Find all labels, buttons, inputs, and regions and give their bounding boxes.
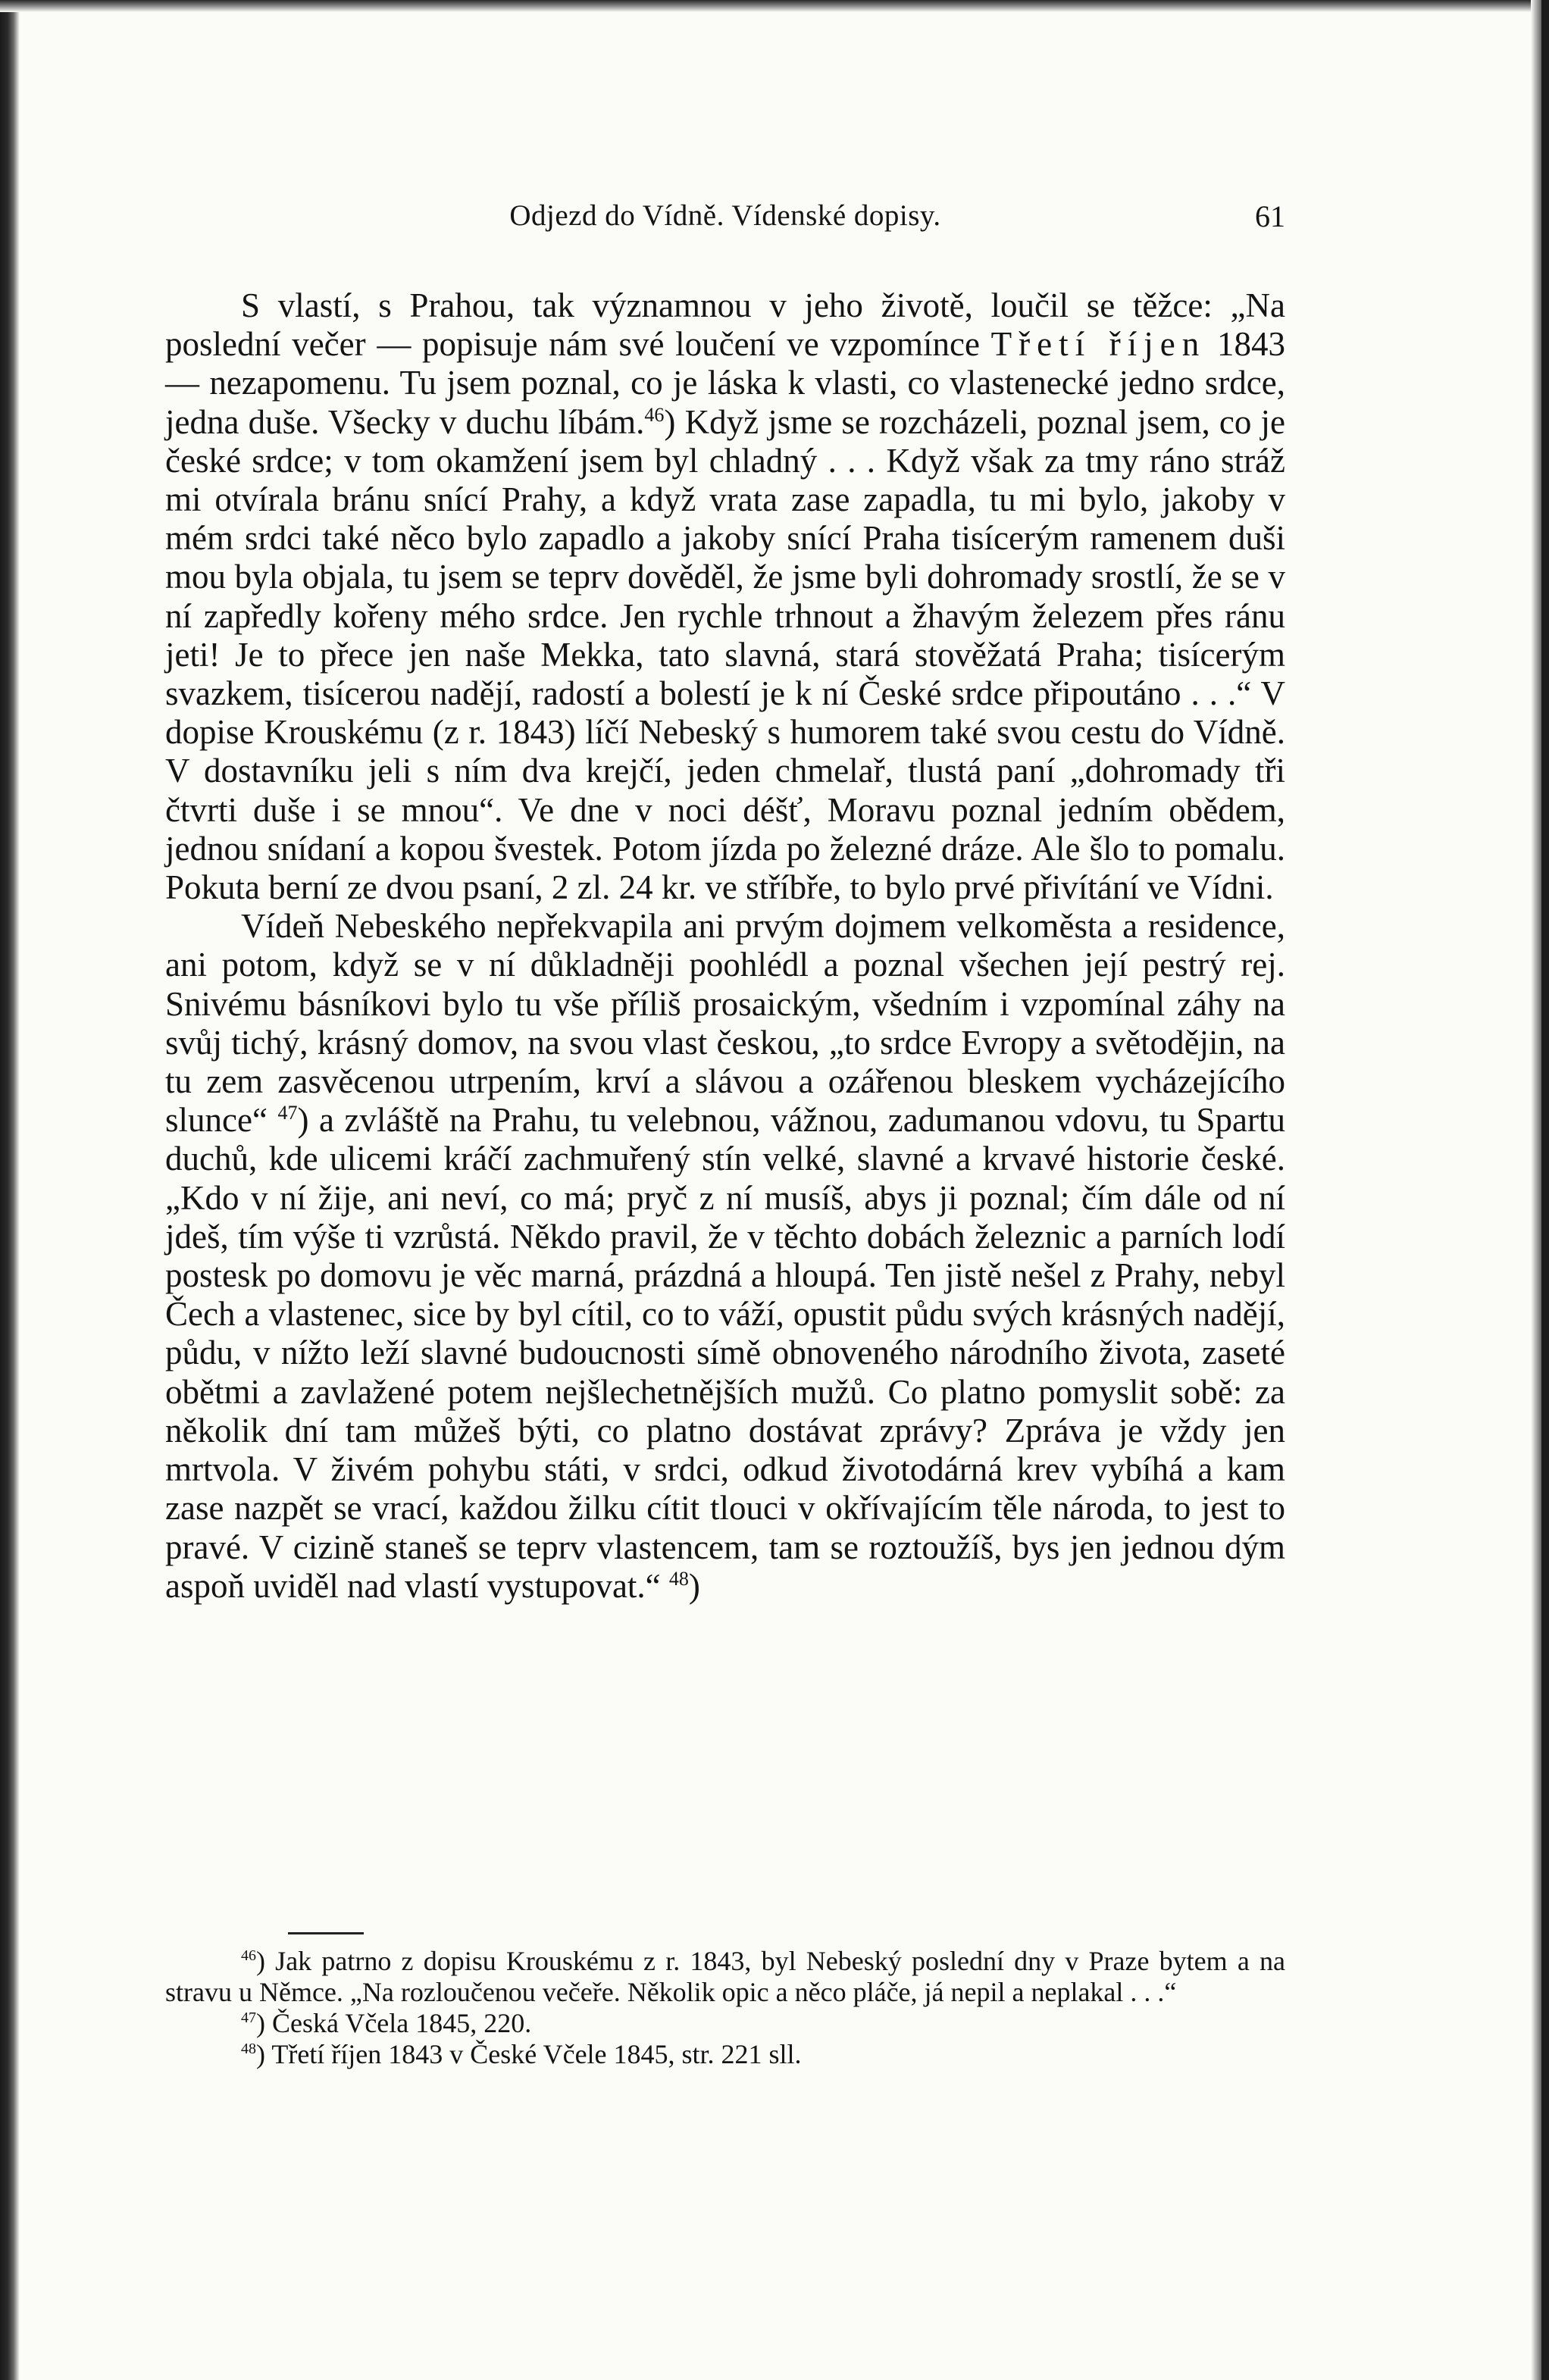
paragraph-1 [165, 286, 1285, 907]
paragraph-1-text-b: 1843 — nezapomenu. Tu jsem poznal, co je láska k vlasti, co vlastenecké jedno srdce, jedna duše. Všecky v duchu líbám. [165, 325, 1285, 441]
footnote-mark: 48 [241, 2041, 256, 2057]
footnotes [165, 1946, 1285, 2070]
running-head [165, 199, 1285, 235]
paragraph-2 [165, 907, 1285, 1606]
footnote-46 [165, 1946, 1285, 2008]
scan-edge-left [0, 0, 20, 2380]
footnote-ref-48: 48 [668, 1567, 689, 1590]
footnote-text: ) Třetí říjen 1843 v České Včele 1845, str. 221 sll. [256, 2039, 802, 2069]
paragraph-1-text-c: ) Když jsme se rozcházeli, poznal jsem, co je české srdce; v tom okamžení jsem byl chladný . . . Když však za tmy ráno stráž mi otvírala bránu snící Prahy, a když vrata zase zapadla, tu mi bylo, jakoby v mém srdci také něco bylo zapadlo a jakoby snící Praha tisícerým ramenem duši mou byla objala, tu jsem se teprv dověděl, že jsme byli dohromady srostlí, že se v ní zapředly kořeny mého srdce. Jen rychle trhnout a žhavým železem přes ránu jeti! Je to přece jen naše Mekka, tato slavná, stará stověžatá Praha; tisícerým svazkem, tisícerou nadějí, radostí a bolestí je k ní České srdce připoutáno . . .“ V dopise Krouskému (z r. 1843) líčí Nebeský s humorem také svou cestu do Vídně. V dostavníku jeli s ním dva krejčí, jeden chmelař, tlustá paní „dohromady tři čtvrti duše i se mnou“. Ve dne v noci déšť, Moravu poznal jedním obědem, jednou snídaní a kopou švestek. Potom jízda po železné dráze. Ale šlo to pomalu. Pokuta berní ze dvou psaní, 2 zl. 24 kr. ve stříbře, to bylo prvé přivítání ve Vídni. [165, 402, 1286, 907]
scan-edge-right-shadow [1531, 0, 1541, 2380]
running-head-title: Odjezd do Vídně. Vídenské dopisy. [509, 199, 941, 232]
footnote-mark: 47 [241, 2009, 256, 2026]
footnote-48 [165, 2039, 1285, 2070]
footnote-rule [288, 1932, 364, 1934]
footnote-47 [165, 2008, 1285, 2039]
page-number: 61 [1255, 199, 1285, 233]
scan-edge-right [1541, 0, 1549, 2380]
paragraph-2-text-a: Vídeň Nebeského nepřekvapila ani prvým dojmem velkoměsta a residence, ani potom, když se v ní důkladněji poohlédl a poznal všechen její pestrý rej. Snivému básníkovi bylo tu vše příliš prosaickým, všedním i vzpomínal záhy na svůj tichý, krásný domov, na svou vlast českou, „to srdce Evropy a světodějin, na tu zem zasvěcenou utrpením, krví a slávou a ozářenou bleskem vycházejícího slunce“ [165, 907, 1285, 1140]
footnote-ref-46: 46 [644, 403, 665, 426]
body-text [165, 286, 1285, 1606]
paragraph-2-text-c: ) [688, 1566, 700, 1605]
footnote-text: ) Česká Včela 1845, 220. [256, 2008, 532, 2038]
footnote-text: ) Jak patrno z dopisu Krouskému z r. 1843, byl Nebeský poslední dny v Praze bytem a na stravu u Němce. „Na rozloučenou večeře. Několik opic a něco pláče, já nepil a neplakal . . .“ [165, 1946, 1285, 2007]
paragraph-1-text-a: S vlastí, s Prahou, tak významnou v jeho životě, loučil se těžce: „Na poslední večer — popisuje nám své loučení ve vzpomínce [165, 286, 1285, 364]
paragraph-2-text-b: ) a zvláště na Prahu, tu velebnou, vážnou, zadumanou vdovu, tu Spartu duchů, kde ulicemi kráčí zachmuřený stín velké, slavné a krvavé historie české. „Kdo v ní žije, ani neví, co má; pryč z ní musíš, abys ji poznal; čím dále od ní jdeš, tím výše ti vzrůstá. Někdo pravil, že v těchto dobách železnic a parních lodí postesk po domovu je věc marná, prázdná a hloupá. Ten jistě nešel z Prahy, nebyl Čech a vlastenec, sice by byl cítil, co to váží, opustit půdu svých krásných nadějí, půdu, v nížto leží slavné budoucnosti símě obnoveného národního života, zaseté obětmi a zavlažené potem nejšlechetnějších mužů. Co platno pomyslit sobě: za několik dní tam můžeš býti, co platno dostávat zprávy? Zpráva je vždy jen mrtvola. V živém pohybu státi, v srdci, odkud životodárná krev vybíhá a kam zase nazpět se vrací, každou žilku cítit tlouci v okřívajícím těle národa, to jest to pravé. V cizině staneš se teprv vlastencem, tam se roztoužíš, bys jen jednou dým aspoň uviděl nad vlastí vystupovat.“ [165, 1101, 1285, 1605]
footnote-ref-47: 47 [277, 1102, 298, 1124]
footnote-mark: 46 [241, 1947, 256, 1964]
scan-edge-top [0, 0, 1549, 12]
spaced-date: Třetí říjen [990, 325, 1206, 364]
